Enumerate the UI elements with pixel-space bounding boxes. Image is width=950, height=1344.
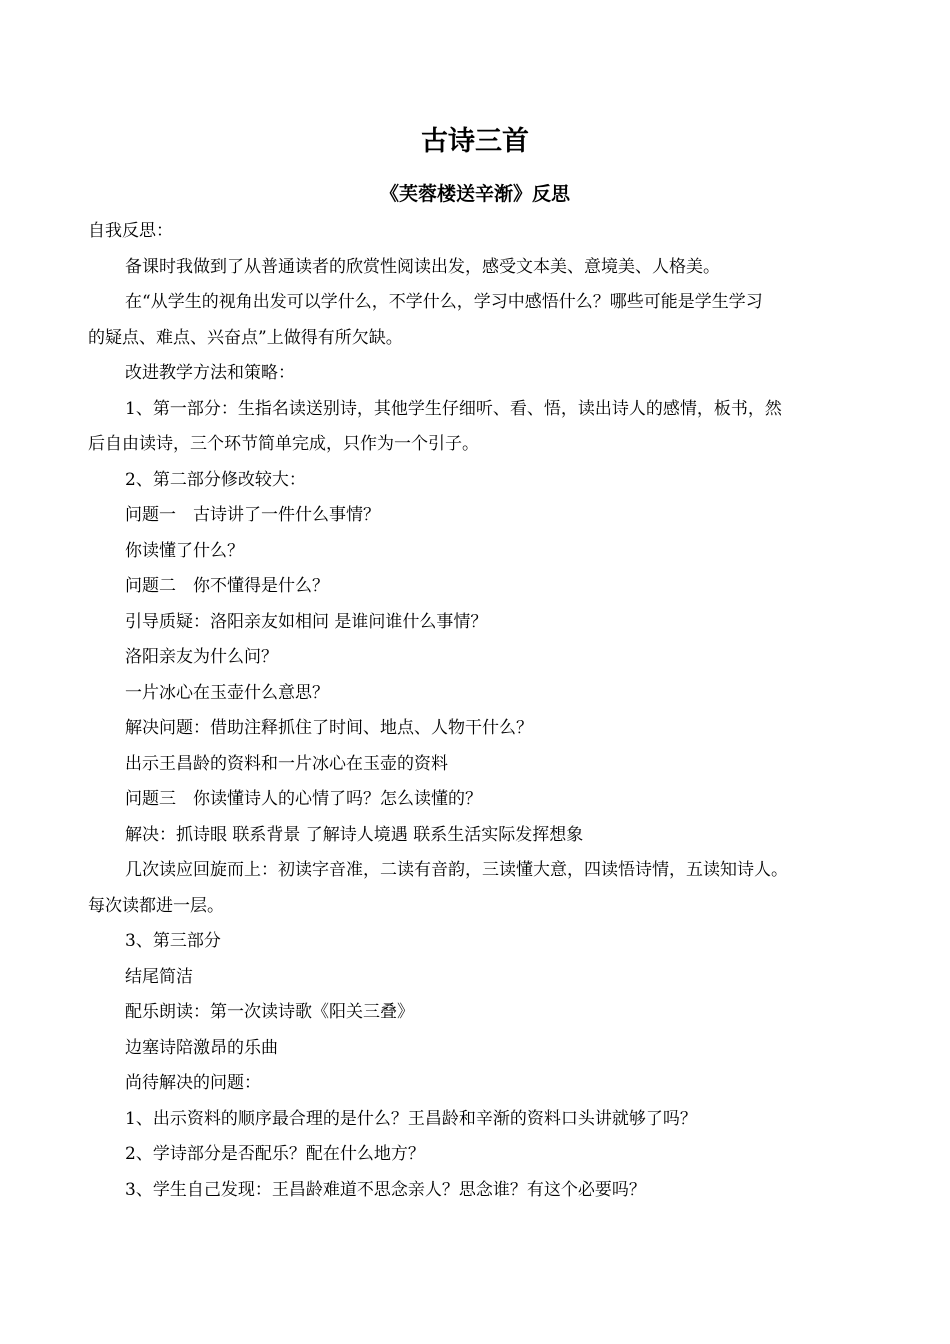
question-one-follow: 你读懂了什么？ bbox=[125, 540, 244, 561]
ice-heart-question: 一片冰心在玉壶什么意思？ bbox=[125, 682, 329, 703]
pending-label: 尚待解决的问题： bbox=[125, 1073, 261, 1093]
paragraph-perspective-line1: 在“从学生的视角出发可以学什么，不学什么，学习中感悟什么？哪些可能是学生学习 bbox=[125, 292, 763, 312]
question-one-label: 问题一 bbox=[125, 505, 176, 525]
question-two-text: 你不懂得是什么？ bbox=[193, 576, 329, 596]
solve-two: 解决：抓诗眼 联系背景 了解诗人境遇 联系生活实际发挥想象 bbox=[125, 824, 584, 845]
paragraph-prep: 备课时我做到了从普通读者的欣赏性阅读出发，感受文本美、意境美、人格美。 bbox=[125, 256, 720, 277]
paragraph-perspective-line2: 的疑点、难点、兴奋点”上做得有所欠缺。 bbox=[88, 327, 403, 348]
frontier-music: 边塞诗陪激昂的乐曲 bbox=[125, 1037, 278, 1058]
question-two-label: 问题二 bbox=[125, 576, 176, 596]
show-material: 出示王昌龄的资料和一片冰心在玉壶的资料 bbox=[125, 753, 448, 774]
part3-heading: 3、第三部分 bbox=[125, 931, 221, 951]
pending-item-2: 2、学诗部分是否配乐？配在什么地方？ bbox=[125, 1144, 425, 1164]
pending-item-3: 3、学生自己发现：王昌龄难道不思念亲人？思念谁？有这个必要吗？ bbox=[125, 1179, 646, 1200]
solve-one: 解决问题：借助注释抓住了时间、地点、人物干什么？ bbox=[125, 718, 533, 738]
part1-line1: 1、第一部分：生指名读送别诗，其他学生仔细听、看、悟，读出诗人的感情，板书，然 bbox=[125, 398, 782, 419]
document-body bbox=[88, 214, 878, 1208]
reading-line1: 几次读应回旋而上：初读字音准，二读有音韵，三读懂大意，四读悟诗情，五读知诗人。 bbox=[125, 860, 788, 880]
pending-item-1: 1、出示资料的顺序最合理的是什么？王昌龄和辛渐的资料口头讲就够了吗？ bbox=[125, 1108, 697, 1129]
question-one-text: 古诗讲了一件什么事情？ bbox=[193, 505, 380, 525]
question-three-text: 你读懂诗人的心情了吗？怎么读懂的？ bbox=[193, 789, 482, 809]
question-three bbox=[88, 782, 878, 818]
ending-note: 结尾简洁 bbox=[125, 966, 193, 987]
part1-line2: 后自由读诗，三个环节简单完成，只作为一个引子。 bbox=[88, 434, 479, 454]
why-ask: 洛阳亲友为什么问？ bbox=[125, 647, 278, 667]
question-two bbox=[88, 569, 878, 605]
question-three-label: 问题三 bbox=[125, 789, 176, 809]
music-reading: 配乐朗读：第一次读诗歌《阳关三叠》 bbox=[125, 1002, 414, 1022]
self-reflection-label: 自我反思： bbox=[88, 221, 173, 241]
part2-heading: 2、第二部分修改较大： bbox=[125, 469, 306, 490]
page-title: 古诗三首 bbox=[421, 126, 529, 157]
improve-label: 改进教学方法和策略： bbox=[125, 363, 295, 383]
guide-question: 引导质疑：洛阳亲友如相问 是谁问谁什么事情？ bbox=[125, 611, 488, 632]
reading-line2: 每次读都进一层。 bbox=[88, 895, 224, 916]
question-one bbox=[88, 498, 878, 534]
page-subtitle: 《芙蓉楼送辛渐》反思 bbox=[379, 183, 570, 205]
